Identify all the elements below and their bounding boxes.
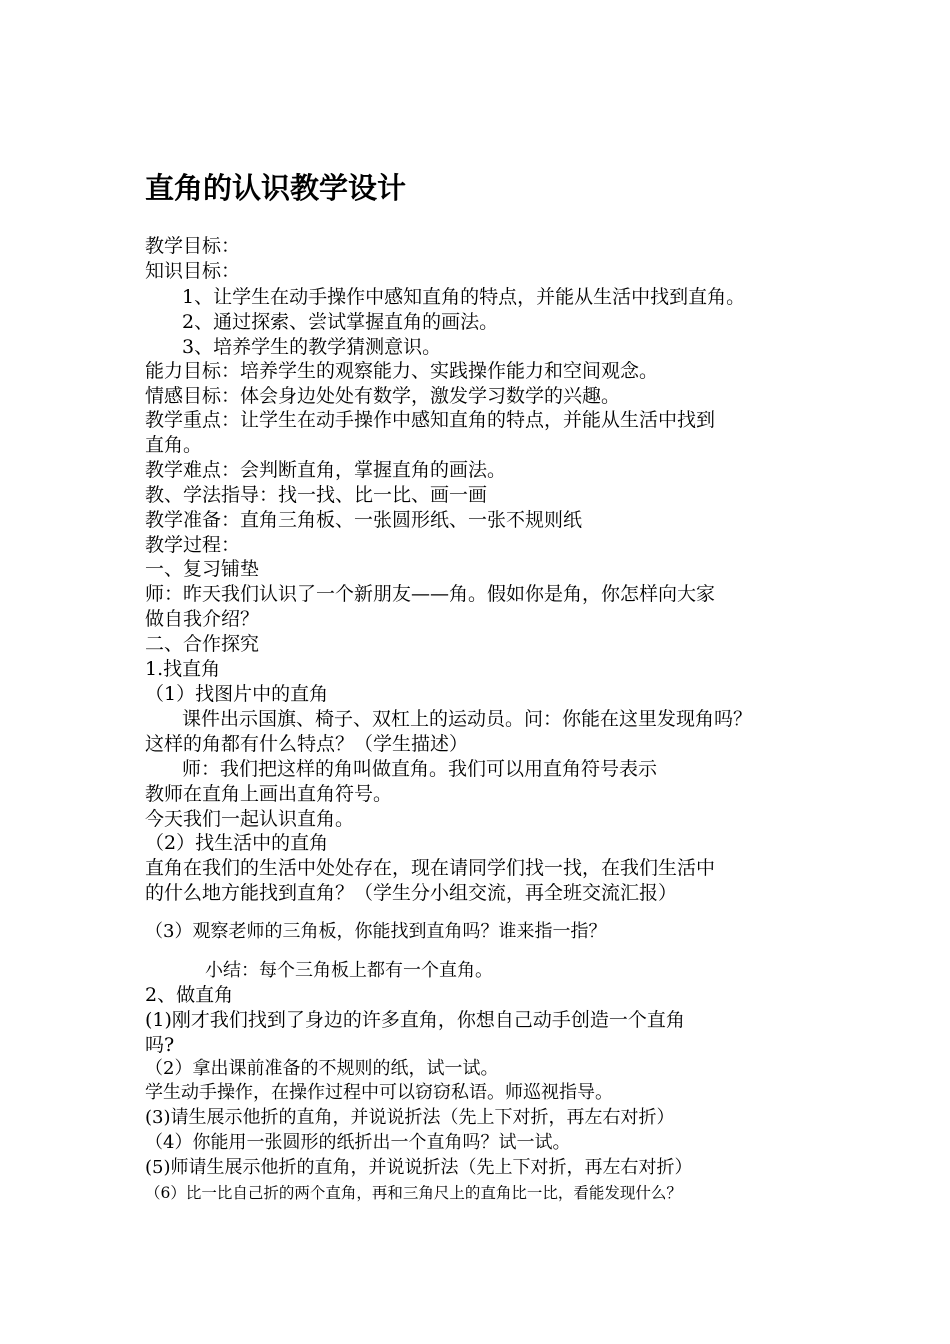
text-line: 2、通过探索、尝试掌握直角的画法。 xyxy=(182,311,499,333)
text-line: 的什么地方能找到直角？（学生分小组交流，再全班交流汇报） xyxy=(145,882,678,904)
text-line: 直角。 xyxy=(145,434,203,456)
text-line: 这样的角都有什么特点？（学生描述） xyxy=(145,733,469,755)
text-line: (1)刚才我们找到了身边的许多直角，你想自己动手创造一个直角 xyxy=(145,1009,685,1031)
text-line: (3)请生展示他折的直角，并说说折法（先上下对折，再左右对折） xyxy=(145,1107,675,1128)
document-title: 直角的认识教学设计 xyxy=(145,171,407,205)
text-line: 知识目标： xyxy=(145,260,241,282)
text-line: 学生动手操作，在操作过程中可以窃窃私语。师巡视指导。 xyxy=(145,1082,613,1103)
text-line: 教学过程： xyxy=(145,534,241,556)
text-line: 3、培养学生的教学猜测意识。 xyxy=(182,336,442,358)
text-line: 师：昨天我们认识了一个新朋友——角。假如你是角，你怎样向大家 xyxy=(145,583,716,605)
text-line: 教学准备：直角三角板、一张圆形纸、一张不规则纸 xyxy=(145,509,583,531)
text-line: 二、合作探究 xyxy=(145,633,260,655)
text-line: 小结：每个三角板上都有一个直角。 xyxy=(205,960,493,981)
text-line: 师：我们把这样的角叫做直角。我们可以用直角符号表示 xyxy=(182,758,658,780)
text-line: 直角在我们的生活中处处存在，现在请同学们找一找，在我们生活中 xyxy=(145,857,716,879)
text-line: 2、做直角 xyxy=(145,984,234,1006)
text-line: （4）你能用一张圆形的纸折出一个直角吗？试一试。 xyxy=(145,1132,571,1153)
text-line: 教、学法指导：找一找、比一比、画一画 xyxy=(145,484,488,506)
text-line: 今天我们一起认识直角。 xyxy=(145,808,355,830)
text-line: （3）观察老师的三角板，你能找到直角吗？谁来指一指？ xyxy=(145,921,607,942)
text-line: 吗? xyxy=(145,1034,175,1056)
text-line: （1）找图片中的直角 xyxy=(145,683,329,705)
text-line: 课件出示国旗、椅子、双杠上的运动员。问：你能在这里发现角吗？ xyxy=(182,708,753,730)
text-line: 教学重点：让学生在动手操作中感知直角的特点，并能从生活中找到 xyxy=(145,409,716,431)
text-line: (5)师请生展示他折的直角，并说说折法（先上下对折，再左右对折） xyxy=(145,1157,693,1178)
text-line: 教师在直角上画出直角符号。 xyxy=(145,783,393,805)
text-line: 教学目标： xyxy=(145,235,241,257)
text-line: 情感目标：体会身边处处有数学，激发学习数学的兴趣。 xyxy=(145,385,621,407)
text-line: 能力目标：培养学生的观察能力、实践操作能力和空间观念。 xyxy=(145,360,659,382)
text-line: 一、复习铺垫 xyxy=(145,558,260,580)
text-line: （6）比一比自己折的两个直角，再和三角尺上的直角比一比，看能发现什么？ xyxy=(145,1184,682,1202)
text-line: 做自我介绍？ xyxy=(145,608,260,630)
text-line: 1.找直角 xyxy=(145,658,221,680)
text-line: （2）找生活中的直角 xyxy=(145,832,329,854)
text-line: 1、让学生在动手操作中感知直角的特点，并能从生活中找到直角。 xyxy=(182,286,746,308)
text-line: 教学难点：会判断直角，掌握直角的画法。 xyxy=(145,459,507,481)
text-line: （2）拿出课前准备的不规则的纸，试一试。 xyxy=(145,1058,499,1079)
